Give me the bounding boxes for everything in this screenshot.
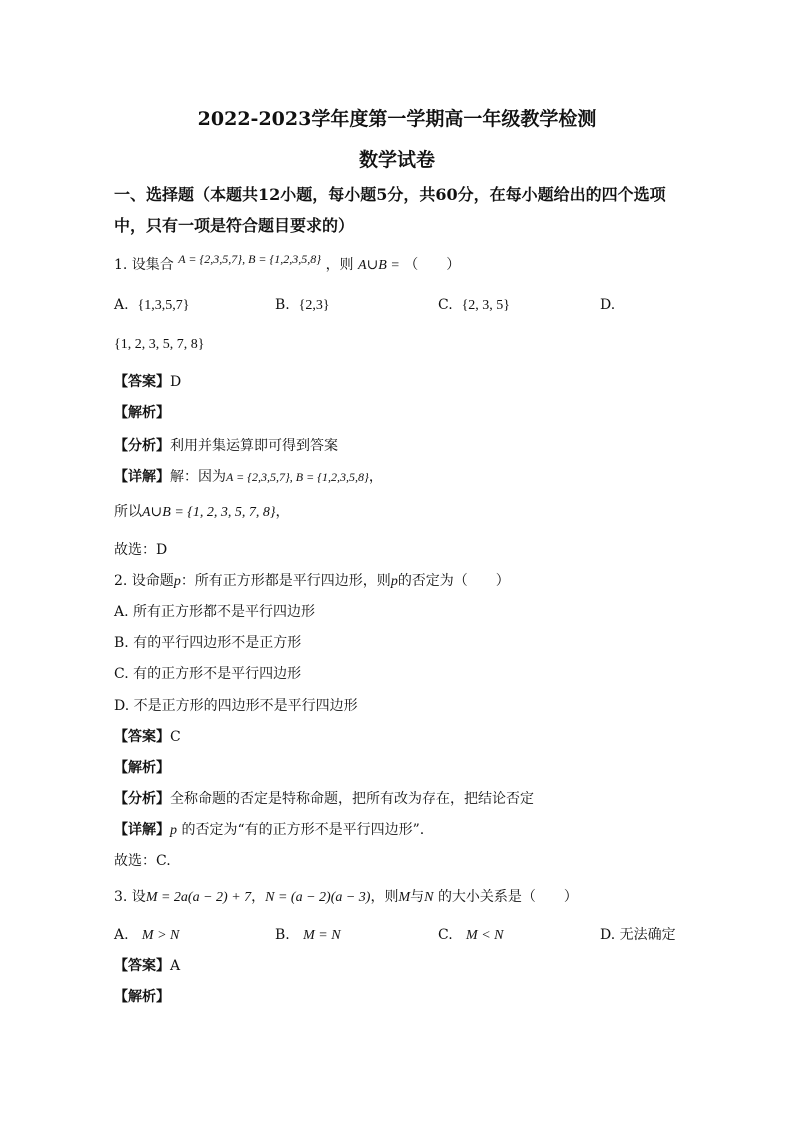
q1-answer	[114, 373, 181, 391]
q3-answer-value: A	[170, 958, 181, 974]
answer-tag: 【答案】	[114, 958, 170, 974]
q2-stem-b: ：所有正方形都是平行四边形，则	[180, 573, 391, 589]
q1-paren: （ ）	[404, 257, 461, 273]
q3-option-c-label: C.	[438, 927, 453, 943]
section-heading-line2: 中，只有一项是符合题目要求的）	[114, 216, 355, 235]
q1-option-c	[438, 296, 510, 315]
q1-stem-mid: ，则	[325, 257, 354, 273]
q2-stem	[114, 572, 510, 591]
exam-title: 2022-2023学年度第一学期高一年级教学检测	[197, 108, 597, 130]
exam-subtitle: 数学试卷	[358, 149, 435, 171]
q1-conclusion	[114, 503, 289, 522]
q1-answer-value: D	[170, 374, 182, 390]
q2-p-3: p	[170, 823, 177, 838]
q1-option-a-label: A.	[114, 297, 129, 313]
q1-option-d-value: {1, 2, 3, 5, 7, 8}	[114, 337, 205, 352]
q1-union: A∪B =	[358, 258, 400, 273]
q2-answer-value: C	[170, 729, 181, 745]
q2-option-d: D. 不是正方形的四边形不是平行四边形	[114, 698, 358, 714]
q3-option-b	[275, 926, 341, 945]
q3-option-a	[114, 926, 179, 945]
q1-conclusion-text: 所以	[114, 504, 142, 520]
q2-option-a: A. 所有正方形都不是平行四边形	[114, 604, 316, 620]
q1-fenxi-text: 利用并集运算即可得到答案	[170, 438, 338, 454]
q1-stem-prefix: 1. 设集合	[114, 257, 174, 273]
section-heading-line1: 一、选择题（本题共12小题，每小题5分，共60分，在每小题给出的四个选项	[114, 185, 666, 204]
q3-separator: ，	[251, 889, 266, 905]
q3-option-d-label: D.	[600, 927, 616, 943]
fenxi-tag: 【分析】	[114, 791, 170, 807]
q3-stem	[114, 888, 578, 907]
q3-m-expression: M = 2a(a − 2) + 7	[145, 890, 252, 905]
q1-option-d-label: D.	[600, 297, 616, 313]
q3-option-a-value: M > N	[141, 928, 180, 943]
q3-option-c-value: M < N	[466, 928, 504, 943]
q3-option-d	[600, 926, 676, 944]
q3-option-b-label: B.	[275, 927, 290, 943]
xiangjie-tag: 【详解】	[114, 822, 170, 838]
q2-xiangjie	[114, 821, 424, 840]
q3-M: M	[398, 890, 411, 905]
q3-N: N	[424, 890, 434, 905]
q3-analysis-tag: 【解析】	[114, 989, 170, 1005]
q1-conclusion-end: ，	[275, 504, 290, 520]
fenxi-tag: 【分析】	[114, 438, 170, 454]
xiangjie-tag: 【详解】	[114, 469, 170, 485]
q2-answer	[114, 728, 181, 746]
q1-option-a-value: {1,3,5,7}	[137, 298, 190, 313]
q3-option-b-value: M = N	[303, 928, 341, 943]
q2-choose: 故选：C.	[114, 853, 171, 869]
q3-yu: 与	[410, 889, 425, 905]
q3-n-expression: N = (a − 2)(a − 3)	[265, 890, 371, 905]
q2-stem-a: 2. 设命题	[114, 573, 174, 589]
q3-stem-end: 的大小关系是（ ）	[437, 889, 578, 905]
q3-answer	[114, 957, 180, 975]
answer-tag: 【答案】	[114, 729, 170, 745]
q2-fenxi	[114, 790, 534, 808]
q2-p-2: p	[390, 574, 398, 589]
q3-stem-prefix: 3. 设	[114, 889, 146, 905]
q2-fenxi-text: 全称命题的否定是特称命题，把所有改为存在，把结论否定	[170, 791, 534, 807]
q3-stem-mid: ，则	[370, 889, 399, 905]
q1-xiangjie	[114, 468, 383, 486]
q1-choose: 故选：D	[114, 542, 168, 558]
q1-fenxi	[114, 437, 338, 455]
q3-option-c	[438, 926, 503, 945]
q1-xiangjie-end: ，	[368, 469, 383, 485]
q2-analysis-tag: 【解析】	[114, 760, 170, 776]
q3-option-a-label: A.	[114, 927, 129, 943]
q2-option-c: C. 有的正方形不是平行四边形	[114, 666, 302, 682]
q1-set-definition: A = {2,3,5,7}, B = {1,2,3,5,8}	[178, 252, 322, 266]
q1-option-b-label: B.	[275, 297, 290, 313]
q1-xiangjie-text: 解：因为	[170, 469, 226, 485]
q2-option-b: B. 有的平行四边形不是正方形	[114, 635, 302, 651]
q1-analysis-tag: 【解析】	[114, 405, 170, 421]
q1-conclusion-math: A∪B = {1, 2, 3, 5, 7, 8}	[142, 505, 276, 520]
q3-option-d-value: 无法确定	[619, 927, 676, 943]
q1-stem	[114, 252, 461, 275]
q2-stem-c: 的否定为（ ）	[397, 573, 510, 589]
answer-tag: 【答案】	[114, 374, 170, 390]
q1-option-a	[114, 296, 189, 315]
q2-xiangjie-text: 的否定为“有的正方形不是平行四边形”.	[181, 822, 425, 838]
q1-option-b	[275, 296, 330, 315]
q2-p: p	[173, 574, 181, 589]
q1-option-b-value: {2,3}	[298, 298, 330, 313]
q1-option-c-label: C.	[438, 297, 453, 313]
q1-option-c-value: {2, 3, 5}	[461, 298, 511, 313]
q1-xiangjie-math: A = {2,3,5,7}, B = {1,2,3,5,8}	[226, 470, 369, 484]
